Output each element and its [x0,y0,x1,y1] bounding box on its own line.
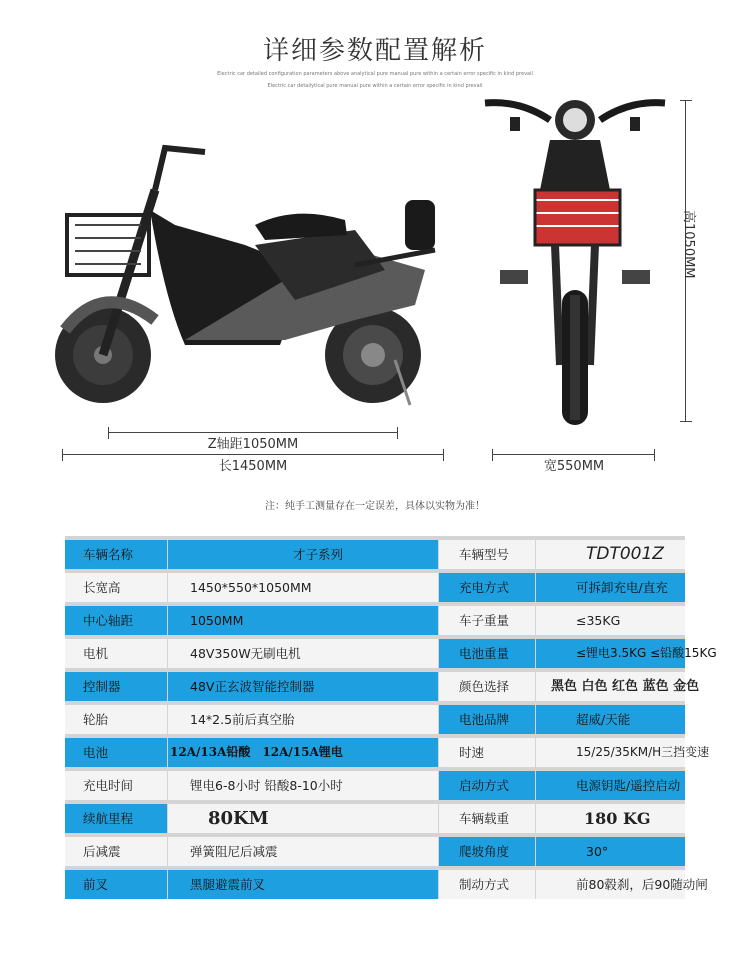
spec-label: 颜色选择 [439,672,535,701]
spec-label: 爬坡角度 [439,837,535,866]
spec-value: ≤35KG [536,606,685,635]
table-row [65,804,685,833]
height-label: 高1050MM [681,210,696,279]
spec-label: 后减震 [65,837,167,866]
spec-value: 黑色 白色 红色 蓝色 金色 [536,672,685,701]
spec-table [65,536,717,899]
spec-value: 可拆卸充电/直充 [536,573,685,602]
spec-label: 前叉 [65,870,167,899]
spec-label: 车子重量 [439,606,535,635]
spec-value: 14*2.5前后真空胎 [168,705,438,734]
spec-label: 时速 [439,738,535,767]
spec-value: 180 KG [536,804,685,833]
scooter-front-view-image [480,95,670,430]
spec-label: 车辆名称 [65,540,167,569]
spec-label: 电池 [65,738,167,767]
spec-label: 续航里程 [65,804,167,833]
table-row [65,705,685,734]
subtitle-english-2: Electric car detailytical pure manual pure within a certain error specific in kind prevail [267,83,483,89]
spec-value: 前80毂刹，后90随动闸 [536,870,685,899]
spec-label: 车辆载重 [439,804,535,833]
spec-label: 充电时间 [65,771,167,800]
spec-value: 80KM [168,804,438,833]
spec-value: ≤锂电3.5KG ≤铅酸15KG [536,639,685,668]
spec-value: 弹簧阻尼后减震 [168,837,438,866]
spec-label: 中心轴距 [65,606,167,635]
spec-label: 充电方式 [439,573,535,602]
spec-value: 12A/13A铅酸 12A/15A锂电 [168,738,438,767]
table-row [65,540,685,569]
spec-label: 启动方式 [439,771,535,800]
spec-value: 1050MM [168,606,438,635]
spec-value: 1450*550*1050MM [168,573,438,602]
spec-label: 制动方式 [439,870,535,899]
table-row [65,672,700,701]
table-row [65,771,685,800]
wheelbase-label: Z轴距1050MM [207,437,299,452]
spec-value: 48V350W无刷电机 [168,639,438,668]
table-row [65,606,685,635]
spec-value: 48V正玄波智能控制器 [168,672,438,701]
table-row [65,837,685,866]
table-row [65,870,708,899]
spec-value: TDT001Z [536,540,685,569]
spec-value: 才子系列 [168,540,438,569]
spec-label: 电池重量 [439,639,535,668]
scooter-side-view-image [55,130,455,420]
spec-value: 黑腿避震前叉 [168,870,438,899]
spec-value: 超威/天能 [536,705,685,734]
table-row [65,738,710,767]
spec-label: 车辆型号 [439,540,535,569]
table-row [65,639,717,668]
spec-label: 电池品牌 [439,705,535,734]
measurement-note: 注：纯手工测量存在一定误差，具体以实物为准！ [265,501,485,512]
spec-label: 电机 [65,639,167,668]
length-label: 长1450MM [218,459,288,474]
spec-value: 电源钥匙/遥控启动 [536,771,685,800]
width-label: 宽550MM [543,459,605,474]
spec-label: 轮胎 [65,705,167,734]
spec-value: 15/25/35KM/H三挡变速 [536,738,685,767]
table-row [65,573,685,602]
page-title: 详细参数配置解析 [262,36,487,66]
spec-label: 控制器 [65,672,167,701]
subtitle-english-1: Electric car detailed configuration parameters above analytical pure manual pure within a certain error specific in kind prevail [217,71,533,77]
spec-value: 锂电6-8小时 铅酸8-10小时 [168,771,438,800]
spec-label: 长宽高 [65,573,167,602]
spec-value: 30° [536,837,685,866]
